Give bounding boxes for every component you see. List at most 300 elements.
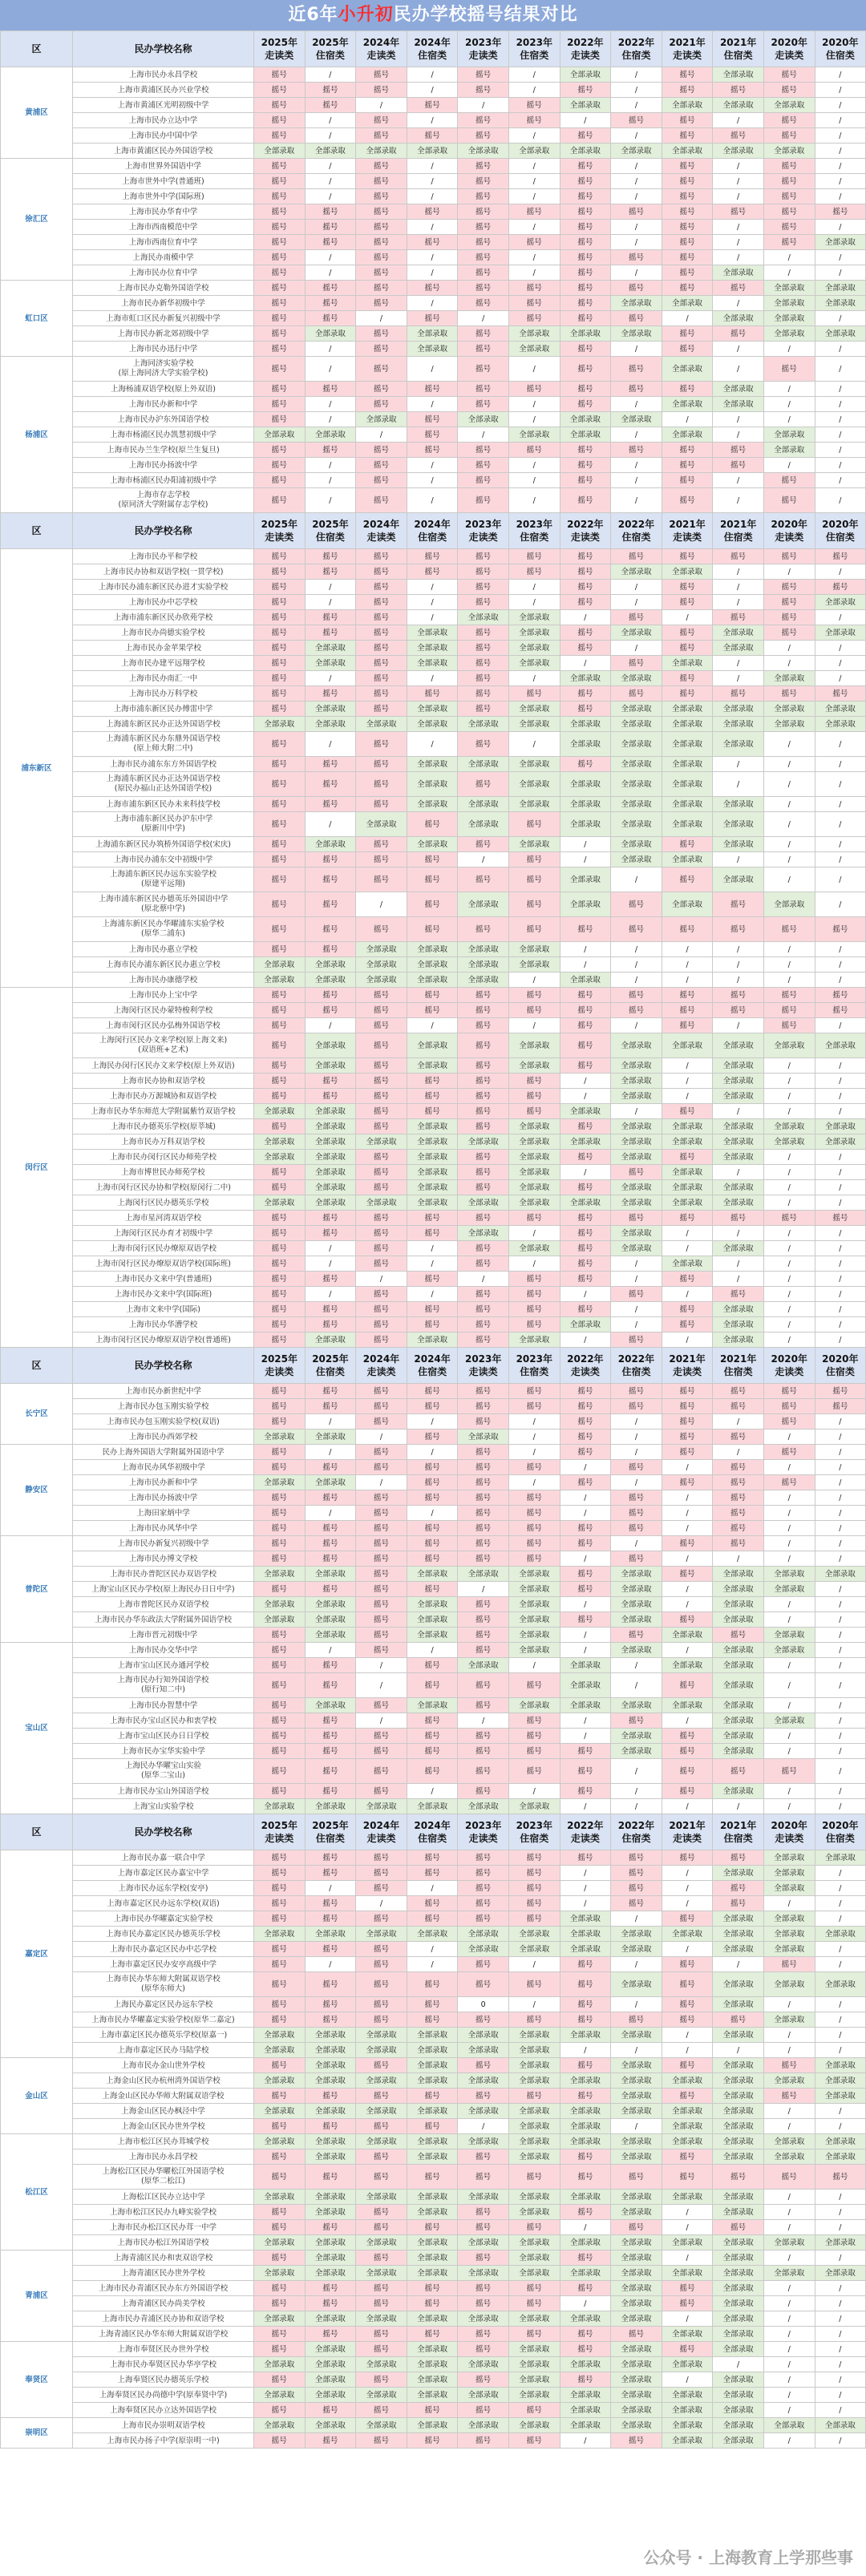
result-cell: 摇号 — [305, 1911, 356, 1927]
school-name-cell: 上海市西南模范中学 — [73, 220, 254, 235]
result-cell: / — [662, 2043, 713, 2058]
result-cell: 摇号 — [662, 443, 713, 458]
result-cell: 全部录取 — [560, 2311, 611, 2327]
result-cell: 摇号 — [611, 656, 662, 671]
result-cell: 摇号 — [662, 2058, 713, 2073]
result-cell: / — [356, 1475, 407, 1490]
result-cell: / — [713, 1104, 764, 1119]
result-cell: 摇号 — [254, 159, 306, 174]
result-cell: 摇号 — [508, 1536, 560, 1551]
result-cell: / — [763, 1074, 815, 1089]
result-cell: 全部录取 — [763, 1942, 815, 1957]
result-cell: 摇号 — [254, 1399, 306, 1414]
result-cell: / — [713, 1957, 764, 1972]
result-cell: 全部录取 — [458, 1134, 509, 1150]
result-cell: 全部录取 — [611, 1195, 662, 1211]
result-cell: 摇号 — [560, 1521, 611, 1536]
result-cell: 摇号 — [407, 1713, 458, 1729]
column-header: 2021年 住宿类 — [713, 1348, 764, 1384]
result-cell: 摇号 — [254, 702, 306, 717]
school-name-cell: 上海市民办华东师大附属双语学校 (原华东师大) — [73, 1972, 254, 1997]
result-cell: / — [356, 98, 407, 113]
result-cell: / — [815, 1430, 866, 1445]
result-cell: 全部录取 — [662, 2119, 713, 2134]
result-cell: 摇号 — [662, 1850, 713, 1866]
result-cell: 摇号 — [254, 1272, 306, 1287]
table-row — [1, 1460, 866, 1475]
column-header: 民办学校名称 — [73, 513, 254, 549]
result-cell: 摇号 — [254, 1414, 306, 1430]
result-cell: 摇号 — [458, 1551, 509, 1567]
result-cell: 全部录取 — [508, 2250, 560, 2266]
result-cell: 摇号 — [508, 1759, 560, 1784]
district-cell: 浦东新区 — [1, 549, 73, 988]
result-cell: 全部录取 — [305, 702, 356, 717]
result-cell: 摇号 — [254, 1018, 306, 1033]
result-cell: 摇号 — [662, 1104, 713, 1119]
result-cell: 摇号 — [763, 1475, 815, 1490]
district-cell: 静安区 — [1, 1445, 73, 1536]
result-cell: 摇号 — [254, 235, 306, 250]
result-cell: / — [611, 1445, 662, 1460]
result-cell: / — [713, 1272, 764, 1287]
result-cell: 全部录取 — [560, 2266, 611, 2281]
result-cell: / — [407, 296, 458, 311]
result-cell: 摇号 — [254, 2372, 306, 2388]
result-cell: 摇号 — [560, 174, 611, 189]
result-cell: 摇号 — [458, 2149, 509, 2165]
result-cell: / — [763, 2119, 815, 2134]
table-row — [1, 1799, 866, 1814]
school-name-cell: 上海市民办立达中学 — [73, 113, 254, 128]
result-cell: 摇号 — [356, 1384, 407, 1399]
result-cell: / — [458, 1272, 509, 1287]
result-cell: 摇号 — [458, 113, 509, 128]
result-cell: 摇号 — [662, 159, 713, 174]
table-row — [1, 2342, 866, 2357]
result-cell: 全部录取 — [611, 1180, 662, 1195]
table-row — [1, 1490, 866, 1506]
column-header: 2023年 走读类 — [458, 513, 509, 549]
result-cell: / — [763, 1332, 815, 1348]
result-cell: 摇号 — [611, 443, 662, 458]
result-cell: 摇号 — [254, 2342, 306, 2357]
result-cell: 全部录取 — [356, 2235, 407, 2250]
school-name-cell: 上海青浦区民办世外学校 — [73, 2266, 254, 2281]
table-row — [1, 1551, 866, 1567]
result-cell: 摇号 — [254, 342, 306, 357]
table-row — [1, 488, 866, 513]
table-row — [1, 772, 866, 797]
result-cell: 摇号 — [254, 1460, 306, 1475]
result-cell: 全部录取 — [560, 2134, 611, 2149]
result-cell: 摇号 — [508, 2403, 560, 2418]
result-cell: 摇号 — [356, 2205, 407, 2220]
school-name-cell: 上海浦东新区民办华曜浦东实验学校 (原华二浦东) — [73, 917, 254, 942]
result-cell: 全部录取 — [305, 1134, 356, 1150]
result-cell: 全部录取 — [458, 2043, 509, 2058]
result-cell: 摇号 — [305, 1997, 356, 2012]
result-cell: 全部录取 — [254, 2388, 306, 2403]
result-cell: 摇号 — [560, 1850, 611, 1866]
result-cell: / — [763, 265, 815, 281]
result-cell: 摇号 — [356, 702, 407, 717]
district-cell: 虹口区 — [1, 281, 73, 357]
result-cell: / — [713, 159, 764, 174]
result-cell: 摇号 — [254, 892, 306, 917]
school-name-cell: 上海市民办风华中学 — [73, 1521, 254, 1536]
result-cell: 摇号 — [407, 1521, 458, 1536]
result-cell: 全部录取 — [763, 144, 815, 159]
result-cell: 全部录取 — [611, 2266, 662, 2281]
district-cell: 奉贤区 — [1, 2342, 73, 2418]
result-cell: 全部录取 — [713, 867, 764, 892]
result-cell: 摇号 — [356, 1582, 407, 1597]
result-cell: 全部录取 — [305, 837, 356, 852]
table-row — [1, 917, 866, 942]
result-cell: / — [713, 957, 764, 973]
result-cell: 全部录取 — [254, 144, 306, 159]
result-cell: 摇号 — [458, 458, 509, 473]
table-row — [1, 1430, 866, 1445]
result-cell: 摇号 — [508, 311, 560, 326]
result-cell: 摇号 — [560, 1241, 611, 1256]
result-cell: 摇号 — [662, 1536, 713, 1551]
school-name-cell: 上海市民办包玉刚实验学校(双语) — [73, 1414, 254, 1430]
result-cell: 摇号 — [560, 1972, 611, 1997]
result-cell: 摇号 — [815, 1399, 866, 1414]
result-cell: / — [815, 1658, 866, 1673]
result-cell: 全部录取 — [713, 1241, 764, 1256]
result-cell: 摇号 — [254, 2296, 306, 2311]
result-cell: 摇号 — [662, 917, 713, 942]
result-cell: / — [815, 1744, 866, 1759]
result-cell: 摇号 — [611, 1713, 662, 1729]
result-cell: 摇号 — [305, 772, 356, 797]
result-cell: 摇号 — [508, 1490, 560, 1506]
result-cell: / — [508, 1414, 560, 1430]
result-cell: 全部录取 — [458, 2235, 509, 2250]
result-cell: 全部录取 — [662, 2357, 713, 2372]
result-cell: 全部录取 — [305, 1150, 356, 1165]
result-cell: / — [763, 412, 815, 427]
result-cell: 全部录取 — [713, 1729, 764, 1744]
result-cell: 摇号 — [356, 656, 407, 671]
result-cell: 摇号 — [254, 732, 306, 757]
result-cell: 摇号 — [407, 2089, 458, 2104]
result-cell: 摇号 — [560, 357, 611, 382]
result-cell: 摇号 — [407, 2119, 458, 2134]
result-cell: 摇号 — [611, 988, 662, 1003]
result-cell: / — [815, 732, 866, 757]
result-cell: 摇号 — [508, 1729, 560, 1744]
result-cell: 全部录取 — [611, 1567, 662, 1582]
result-cell: 摇号 — [458, 1445, 509, 1460]
result-cell: 摇号 — [458, 2220, 509, 2235]
result-cell: 全部录取 — [763, 892, 815, 917]
result-cell: 全部录取 — [763, 427, 815, 443]
column-header: 2021年 走读类 — [662, 513, 713, 549]
school-name-cell: 上海市民办华曜嘉定实验学校(原华二嘉定) — [73, 2012, 254, 2028]
result-cell: 摇号 — [407, 443, 458, 458]
result-cell: 摇号 — [254, 204, 306, 220]
page-title — [0, 0, 866, 30]
result-cell: / — [815, 113, 866, 128]
result-cell: 摇号 — [611, 357, 662, 382]
result-cell: 全部录取 — [611, 1582, 662, 1597]
result-cell: 摇号 — [662, 113, 713, 128]
result-cell: 全部录取 — [713, 1713, 764, 1729]
result-cell: 摇号 — [662, 128, 713, 144]
district-cell: 普陀区 — [1, 1536, 73, 1643]
result-cell: 全部录取 — [662, 1256, 713, 1272]
result-cell: 摇号 — [508, 2433, 560, 2449]
table-row — [1, 2388, 866, 2403]
result-cell: 摇号 — [508, 917, 560, 942]
table-row — [1, 235, 866, 250]
result-cell: 摇号 — [356, 671, 407, 686]
result-cell: 摇号 — [713, 1759, 764, 1784]
result-cell: 摇号 — [254, 281, 306, 296]
result-cell: 全部录取 — [763, 2134, 815, 2149]
school-name-cell: 上海市民办中国中学 — [73, 128, 254, 144]
result-cell: 摇号 — [611, 1384, 662, 1399]
result-cell: 全部录取 — [713, 641, 764, 656]
result-cell: 摇号 — [458, 686, 509, 702]
column-header: 区 — [1, 1348, 73, 1384]
result-cell: 摇号 — [356, 2165, 407, 2190]
result-cell: 摇号 — [254, 1058, 306, 1074]
result-cell: / — [305, 458, 356, 473]
result-cell: 摇号 — [458, 2327, 509, 2342]
result-cell: / — [611, 488, 662, 513]
result-cell: 摇号 — [254, 2220, 306, 2235]
result-cell: 全部录取 — [407, 2134, 458, 2149]
school-name-cell: 上海市民办松江区民办茸一中学 — [73, 2220, 254, 2235]
result-cell: 摇号 — [305, 1211, 356, 1226]
result-cell: / — [611, 342, 662, 357]
result-cell: 全部录取 — [611, 1972, 662, 1997]
result-cell: 摇号 — [254, 1445, 306, 1460]
column-header: 区 — [1, 1814, 73, 1850]
result-cell: 全部录取 — [508, 1942, 560, 1957]
result-cell: / — [713, 189, 764, 204]
result-cell: 全部录取 — [611, 2190, 662, 2205]
school-name-cell: 上海市民办新北郊初级中学 — [73, 326, 254, 342]
result-cell: 摇号 — [611, 250, 662, 265]
result-cell: 全部录取 — [407, 2190, 458, 2205]
result-cell: 全部录取 — [407, 2028, 458, 2043]
result-cell: 摇号 — [713, 1003, 764, 1018]
school-name-cell: 上海奉贤区民办尚德中学(原奉贤中学) — [73, 2388, 254, 2403]
result-cell: 摇号 — [713, 2165, 764, 2190]
result-cell: 全部录取 — [662, 2235, 713, 2250]
result-cell: 全部录取 — [763, 1643, 815, 1658]
result-cell: 全部录取 — [407, 1628, 458, 1643]
column-header: 2023年 住宿类 — [508, 1814, 560, 1850]
result-cell: 摇号 — [356, 2372, 407, 2388]
table-row — [1, 204, 866, 220]
result-cell: 摇号 — [560, 702, 611, 717]
result-cell: 摇号 — [254, 1033, 306, 1058]
result-cell: 全部录取 — [254, 973, 306, 988]
result-cell: 全部录取 — [713, 1195, 764, 1211]
result-cell: 摇号 — [560, 1414, 611, 1430]
result-cell: 摇号 — [356, 473, 407, 488]
result-cell: 全部录取 — [763, 296, 815, 311]
result-cell: 摇号 — [254, 2433, 306, 2449]
result-cell: 摇号 — [458, 1003, 509, 1018]
column-header: 2024年 走读类 — [356, 513, 407, 549]
result-cell: / — [713, 1256, 764, 1272]
result-cell: 全部录取 — [458, 892, 509, 917]
result-cell: / — [305, 1445, 356, 1460]
result-cell: 全部录取 — [508, 2311, 560, 2327]
school-name-cell: 上海市民办德英乐学校(原莘城) — [73, 1119, 254, 1134]
result-cell: 摇号 — [305, 1759, 356, 1784]
result-cell: / — [508, 220, 560, 235]
result-cell: 摇号 — [305, 867, 356, 892]
result-cell: / — [458, 1582, 509, 1597]
result-cell: 摇号 — [508, 1460, 560, 1475]
table-row — [1, 458, 866, 473]
result-cell: 全部录取 — [611, 2089, 662, 2104]
result-cell: / — [662, 1866, 713, 1881]
result-cell: / — [815, 1911, 866, 1927]
result-cell: / — [763, 957, 815, 973]
result-cell: 摇号 — [458, 2205, 509, 2220]
result-cell: 摇号 — [356, 1729, 407, 1744]
result-cell: 摇号 — [611, 1506, 662, 1521]
result-cell: 摇号 — [254, 2012, 306, 2028]
result-cell: / — [713, 1226, 764, 1241]
result-cell: 摇号 — [763, 595, 815, 610]
result-cell: 摇号 — [254, 174, 306, 189]
result-cell: 摇号 — [763, 2058, 815, 2073]
result-cell: 摇号 — [254, 1658, 306, 1673]
table-row — [1, 2028, 866, 2043]
result-cell: 摇号 — [560, 1226, 611, 1241]
result-cell: 全部录取 — [662, 702, 713, 717]
result-cell: / — [763, 1165, 815, 1180]
result-cell: 全部录取 — [254, 2235, 306, 2250]
result-cell: 全部录取 — [611, 1744, 662, 1759]
table-row — [1, 852, 866, 867]
result-cell: / — [815, 265, 866, 281]
result-cell: 摇号 — [458, 2012, 509, 2028]
result-cell: 全部录取 — [560, 1134, 611, 1150]
result-cell: 全部录取 — [815, 1850, 866, 1866]
school-name-cell: 上海市黄浦区光明初级中学 — [73, 98, 254, 113]
result-cell: / — [305, 113, 356, 128]
table-row — [1, 1256, 866, 1272]
header-row — [1, 513, 866, 549]
result-cell: / — [560, 2043, 611, 2058]
result-cell: 摇号 — [508, 1384, 560, 1399]
result-cell: 摇号 — [356, 342, 407, 357]
result-cell: / — [763, 2205, 815, 2220]
result-cell: / — [508, 250, 560, 265]
result-cell: 摇号 — [356, 917, 407, 942]
result-cell: 全部录取 — [611, 2058, 662, 2073]
result-cell: 摇号 — [356, 220, 407, 235]
result-cell: 摇号 — [458, 1911, 509, 1927]
result-cell: 摇号 — [407, 1536, 458, 1551]
result-cell: 摇号 — [458, 1612, 509, 1628]
result-cell: 全部录取 — [713, 2134, 764, 2149]
result-cell: 全部录取 — [611, 1134, 662, 1150]
school-name-cell: 上海民办闵行区民办文来学校(原上外双语) — [73, 1058, 254, 1074]
result-cell: / — [815, 1414, 866, 1430]
result-cell: 摇号 — [305, 2327, 356, 2342]
result-cell: 摇号 — [254, 1536, 306, 1551]
result-cell: 摇号 — [254, 265, 306, 281]
result-cell: 摇号 — [560, 342, 611, 357]
result-cell: / — [407, 357, 458, 382]
result-cell: / — [407, 113, 458, 128]
result-cell: 摇号 — [611, 686, 662, 702]
result-cell: 全部录取 — [763, 2235, 815, 2250]
result-cell: 全部录取 — [254, 717, 306, 732]
result-cell: / — [407, 458, 458, 473]
result-cell: / — [407, 610, 458, 625]
result-cell: 摇号 — [560, 1150, 611, 1165]
result-cell: 摇号 — [407, 1317, 458, 1332]
result-cell: 全部录取 — [815, 2134, 866, 2149]
result-cell: 摇号 — [305, 1089, 356, 1104]
result-cell: / — [763, 1058, 815, 1074]
school-name-cell: 上海市民办宝华实验中学 — [73, 1744, 254, 1759]
result-cell: 摇号 — [356, 852, 407, 867]
school-name-cell: 上海浦东新区民办筑桥外国语学校(宋庆) — [73, 837, 254, 852]
result-cell: / — [611, 595, 662, 610]
result-cell: / — [560, 1074, 611, 1089]
result-cell: 全部录取 — [713, 2089, 764, 2104]
result-cell: 摇号 — [662, 1997, 713, 2012]
result-cell: 全部录取 — [305, 1799, 356, 1814]
result-cell: 摇号 — [407, 1302, 458, 1317]
result-cell: / — [458, 1713, 509, 1729]
table-row — [1, 1536, 866, 1551]
result-cell: / — [662, 1241, 713, 1256]
result-cell: / — [763, 342, 815, 357]
table-row — [1, 1134, 866, 1150]
result-cell: 摇号 — [508, 2220, 560, 2235]
school-name-cell: 上海市民办位育中学 — [73, 265, 254, 281]
table-row — [1, 1033, 866, 1058]
result-cell: 摇号 — [254, 1506, 306, 1521]
result-cell: / — [815, 144, 866, 159]
school-name-cell: 上海市博世民办师苑学校 — [73, 1165, 254, 1180]
result-cell: / — [713, 1414, 764, 1430]
result-cell: 全部录取 — [662, 2266, 713, 2281]
result-cell: 摇号 — [458, 656, 509, 671]
result-cell: 摇号 — [254, 1866, 306, 1881]
school-name-cell: 上海市民办扬波中学 — [73, 1490, 254, 1506]
result-cell: 摇号 — [611, 281, 662, 296]
school-name-cell: 上海闵行区民办蒙特梭利学校 — [73, 1003, 254, 1018]
school-name-cell: 上海市民办宝山区民办和衷学校 — [73, 1713, 254, 1729]
result-cell: 摇号 — [508, 1287, 560, 1302]
school-name-cell: 上海市民办松江外国语学校 — [73, 2235, 254, 2250]
result-cell: 摇号 — [662, 1784, 713, 1799]
result-cell: 摇号 — [508, 1399, 560, 1414]
result-cell: 全部录取 — [508, 2357, 560, 2372]
result-cell: 摇号 — [356, 2058, 407, 2073]
result-cell: 摇号 — [611, 892, 662, 917]
result-cell: 摇号 — [305, 1536, 356, 1551]
result-cell: / — [763, 1195, 815, 1211]
